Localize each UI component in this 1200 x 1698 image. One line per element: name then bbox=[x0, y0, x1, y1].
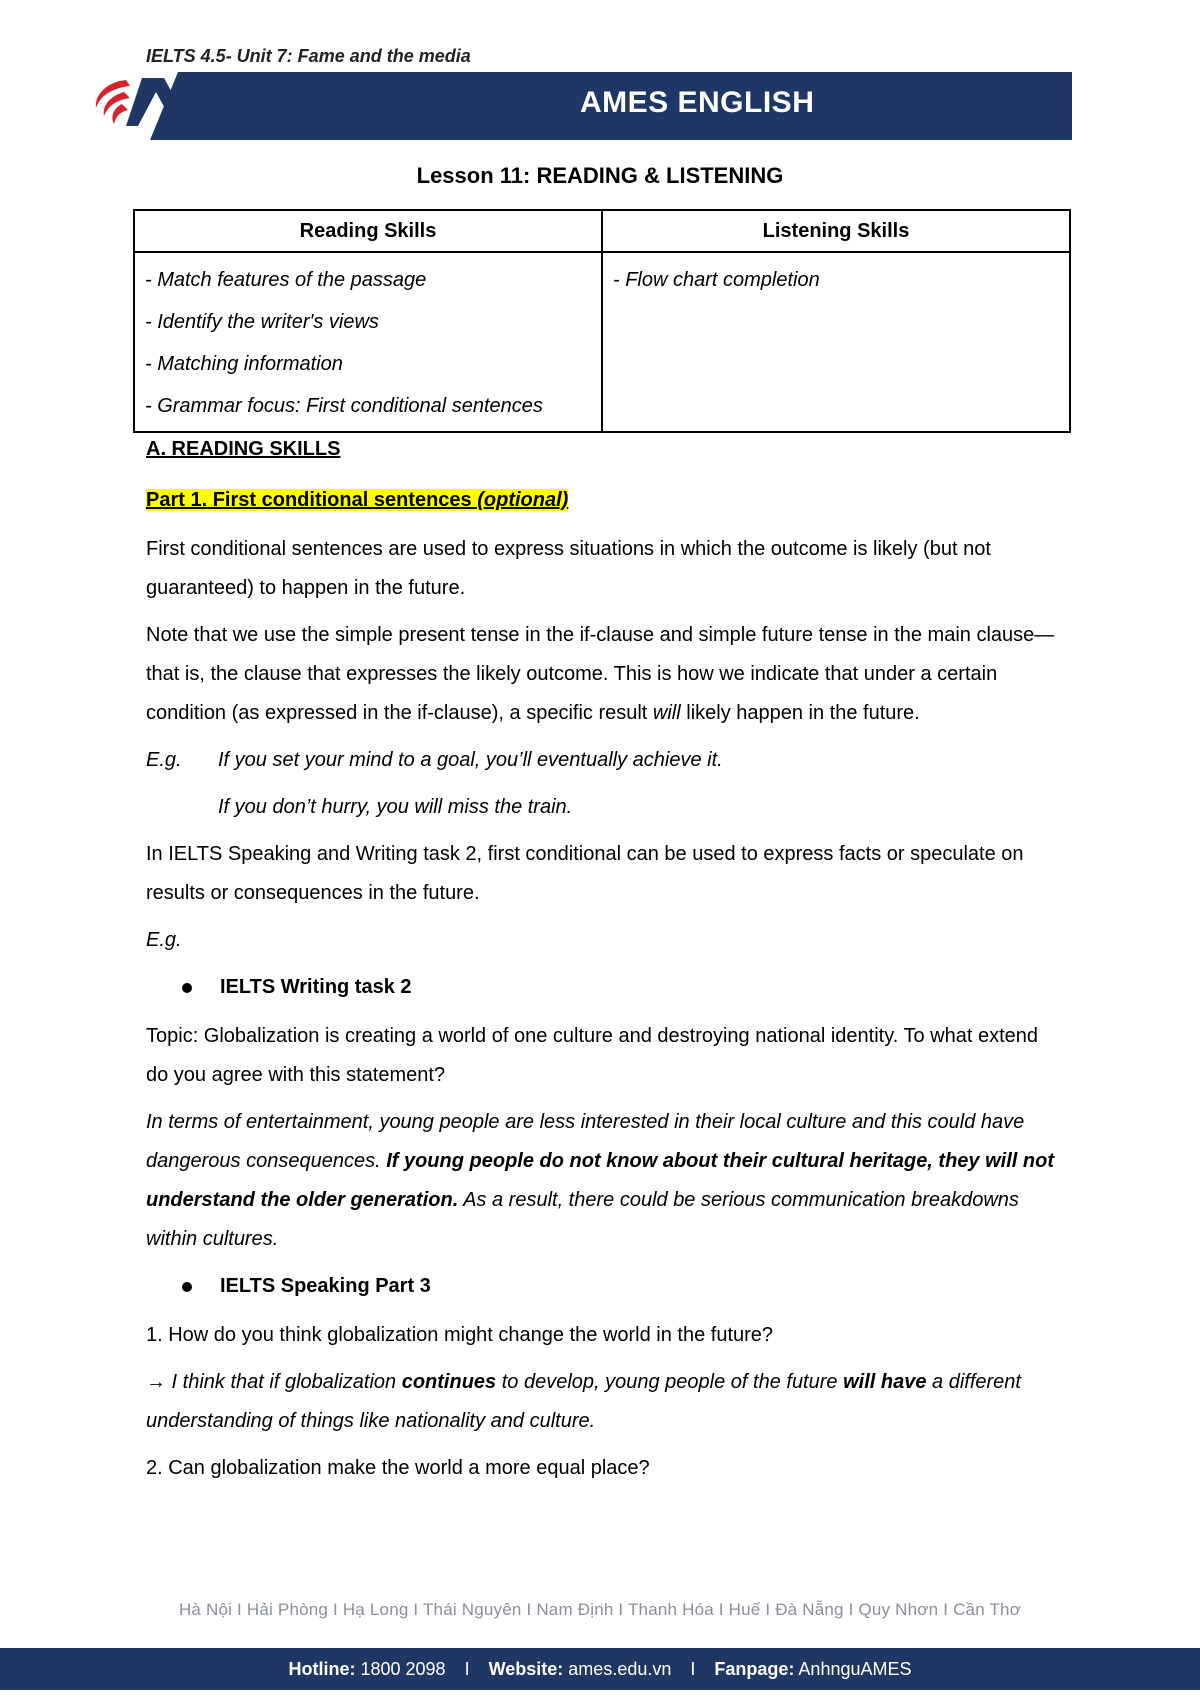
writing-answer bbox=[146, 1103, 1056, 1259]
footer-band bbox=[0, 1648, 1200, 1690]
listening-skills-header: Listening Skills bbox=[602, 210, 1070, 252]
reading-skill-item: - Grammar focus: First conditional sentences bbox=[145, 395, 543, 417]
city-list: Hà Nội I Hải Phòng I Hạ Long I Thái Nguyên I Nam Định I Thanh Hóa I Huế I Đà Nẵng I Quy Nhơn I Cần Thơ bbox=[178, 1600, 1022, 1619]
example-sentence: If you don’t hurry, you will miss the train. bbox=[218, 796, 573, 818]
unit-title: IELTS 4.5- Unit 7: Fame and the media bbox=[146, 46, 471, 66]
part1-label: Part 1. bbox=[146, 489, 208, 511]
speaking-part-bullet bbox=[146, 1267, 1056, 1306]
speaking-question-2: 2. Can globalization make the world a more equal place? bbox=[146, 1457, 650, 1479]
listening-skills-cell bbox=[602, 252, 1070, 432]
answer-text-end: As a result, there could be serious communication breakdowns within cultures. bbox=[146, 1189, 1019, 1250]
eg-label: E.g. bbox=[146, 749, 182, 771]
example-2 bbox=[146, 788, 1056, 827]
answer-bold-text: will have bbox=[843, 1371, 927, 1393]
section-a-heading: A. READING SKILLS bbox=[146, 438, 341, 460]
reading-skill-item: - Match features of the passage bbox=[145, 269, 427, 291]
paragraph-note bbox=[146, 616, 1056, 733]
brand-name: AMES ENGLISH bbox=[580, 86, 815, 119]
fanpage-label: Fanpage: bbox=[714, 1659, 795, 1679]
website-label: Website: bbox=[488, 1659, 564, 1679]
main-content bbox=[146, 430, 1056, 1496]
arrow-icon: → bbox=[146, 1371, 166, 1393]
answer-text-end: a different understanding of things like nationality and culture. bbox=[146, 1371, 1021, 1432]
reading-skill-item: - Identify the writer's views bbox=[145, 311, 379, 333]
skills-table bbox=[133, 209, 1071, 433]
bullet-icon bbox=[182, 983, 192, 993]
answer-bold-text: If young people do not know about their cultural heritage, they will not understand the older generation. bbox=[146, 1150, 1054, 1211]
footer-separator: I bbox=[690, 1659, 696, 1679]
eg-spacer bbox=[146, 788, 218, 827]
bullet-icon bbox=[182, 1282, 192, 1292]
speaking-answer-1 bbox=[146, 1363, 1056, 1441]
writing-topic: Topic: Globalization is creating a world of one culture and destroying national identity. To what extend do you agree with this statement? bbox=[146, 1025, 1039, 1086]
ames-logo bbox=[86, 72, 206, 144]
reading-skill-item: - Matching information bbox=[145, 353, 343, 375]
hotline-label: Hotline: bbox=[288, 1659, 356, 1679]
part1-optional: (optional) bbox=[477, 489, 569, 511]
speaking-question-1: 1. How do you think globalization might change the world in the future? bbox=[146, 1324, 774, 1346]
listening-skill-item: - Flow chart completion bbox=[613, 269, 820, 291]
note-text-end: likely happen in the future. bbox=[680, 702, 920, 724]
writing-task-bullet bbox=[146, 968, 1056, 1007]
example-1 bbox=[146, 741, 1056, 780]
example-sentence: If you set your mind to a goal, you’ll eventually achieve it. bbox=[218, 749, 723, 771]
logo-a-mark bbox=[126, 78, 198, 140]
paragraph-ielts-usage: In IELTS Speaking and Writing task 2, first conditional can be used to express facts or speculate on results or consequences in the future. bbox=[146, 843, 1024, 904]
reading-skills-header: Reading Skills bbox=[134, 210, 602, 252]
part1-heading bbox=[146, 481, 1056, 520]
reading-skills-cell bbox=[134, 252, 602, 432]
eg-label-2: E.g. bbox=[146, 929, 182, 951]
website-link[interactable]: ames.edu.vn bbox=[563, 1659, 672, 1679]
answer-bold-text: continues bbox=[401, 1371, 497, 1393]
logo-swoosh-3 bbox=[112, 104, 128, 124]
footer-separator: I bbox=[464, 1659, 470, 1679]
hotline-number: 1800 2098 bbox=[355, 1659, 446, 1679]
fanpage-link[interactable]: AnhnguAMES bbox=[794, 1659, 912, 1679]
writing-task-label: IELTS Writing task 2 bbox=[220, 976, 412, 998]
answer-text: to develop, young people of the future bbox=[496, 1371, 844, 1393]
answer-text: In terms of entertainment, young people are less interested in their local culture and this could have dangerous consequences. bbox=[146, 1111, 1025, 1172]
part1-title: First conditional sentences bbox=[207, 489, 478, 511]
lesson-title: Lesson 11: READING & LISTENING bbox=[416, 163, 784, 188]
paragraph-definition: First conditional sentences are used to express situations in which the outcome is likely (but not guaranteed) to happen in the future. bbox=[146, 538, 991, 599]
answer-text: I think that if globalization bbox=[166, 1371, 402, 1393]
speaking-part-label: IELTS Speaking Part 3 bbox=[220, 1275, 431, 1297]
note-text: Note that we use the simple present tense in the if-clause and simple future tense in the main clause—that is, the clause that expresses the likely outcome. This is how we indicate that under a certain condition (as expressed in the if-clause), a specific result bbox=[146, 624, 1055, 724]
note-will: will bbox=[652, 702, 681, 724]
